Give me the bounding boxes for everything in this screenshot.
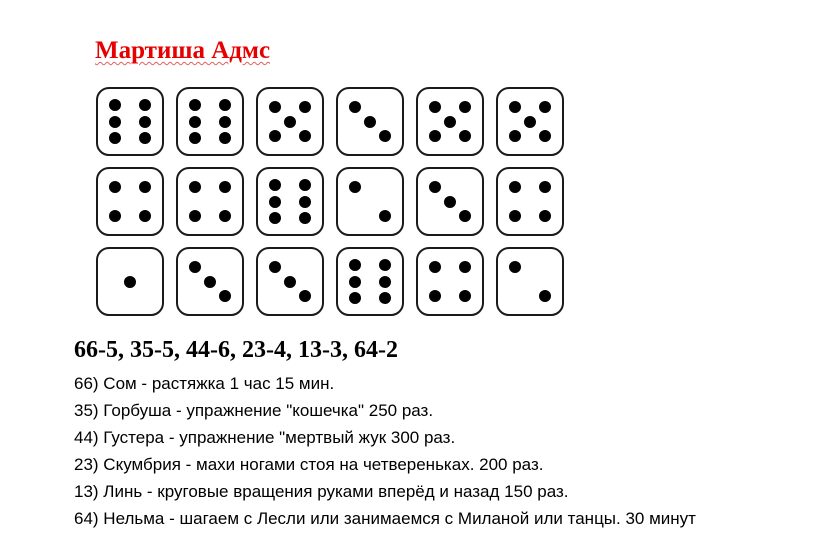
task-item: 35) Горбуша - упражнение "кошечка" 250 раз. bbox=[74, 401, 434, 420]
die-2 bbox=[336, 167, 404, 236]
die-pip bbox=[269, 212, 281, 224]
die-5 bbox=[416, 87, 484, 156]
die-pip bbox=[379, 276, 391, 288]
die-pip bbox=[219, 99, 231, 111]
die-1 bbox=[96, 247, 164, 316]
die-pip bbox=[429, 101, 441, 113]
die-pip bbox=[109, 99, 121, 111]
die-4 bbox=[416, 247, 484, 316]
die-pip bbox=[189, 261, 201, 273]
die-pip bbox=[429, 261, 441, 273]
die-pip bbox=[364, 116, 376, 128]
die-pip bbox=[539, 181, 551, 193]
die-pip bbox=[379, 130, 391, 142]
die-4 bbox=[496, 167, 564, 236]
die-pip bbox=[109, 132, 121, 144]
die-pip bbox=[459, 210, 471, 222]
die-pip bbox=[349, 101, 361, 113]
die-pip bbox=[219, 116, 231, 128]
task-item: 44) Густера - упражнение "мертвый жук 300 раз. bbox=[74, 428, 456, 447]
die-4 bbox=[96, 167, 164, 236]
die-pip bbox=[444, 196, 456, 208]
die-4 bbox=[176, 167, 244, 236]
die-pip bbox=[269, 196, 281, 208]
die-pip bbox=[269, 179, 281, 191]
die-pip bbox=[379, 210, 391, 222]
die-pip bbox=[459, 261, 471, 273]
die-pip bbox=[429, 130, 441, 142]
die-pip bbox=[109, 210, 121, 222]
die-pip bbox=[524, 116, 536, 128]
die-pip bbox=[219, 290, 231, 302]
die-2 bbox=[496, 247, 564, 316]
die-3 bbox=[176, 247, 244, 316]
die-pip bbox=[539, 130, 551, 142]
die-pip bbox=[509, 101, 521, 113]
die-5 bbox=[496, 87, 564, 156]
die-pip bbox=[509, 261, 521, 273]
die-pip bbox=[189, 210, 201, 222]
task-item: 64) Нельма - шагаем с Лесли или занимаемся с Миланой или танцы. 30 минут bbox=[74, 509, 696, 528]
task-item: 23) Скумбрия - махи ногами стоя на четвереньках. 200 раз. bbox=[74, 455, 544, 474]
die-pip bbox=[219, 181, 231, 193]
die-pip bbox=[189, 132, 201, 144]
die-pip bbox=[429, 290, 441, 302]
task-item: 66) Сом - растяжка 1 час 15 мин. bbox=[74, 374, 335, 393]
die-pip bbox=[349, 181, 361, 193]
die-pip bbox=[204, 276, 216, 288]
die-pip bbox=[109, 181, 121, 193]
die-pip bbox=[429, 181, 441, 193]
die-pip bbox=[189, 99, 201, 111]
die-pip bbox=[284, 116, 296, 128]
die-pip bbox=[109, 116, 121, 128]
die-pip bbox=[139, 181, 151, 193]
die-5 bbox=[256, 87, 324, 156]
die-pip bbox=[269, 130, 281, 142]
die-pip bbox=[459, 290, 471, 302]
die-6 bbox=[96, 87, 164, 156]
die-pip bbox=[349, 292, 361, 304]
die-pip bbox=[539, 210, 551, 222]
die-pip bbox=[299, 196, 311, 208]
die-pip bbox=[189, 181, 201, 193]
die-pip bbox=[379, 292, 391, 304]
die-6 bbox=[256, 167, 324, 236]
die-pip bbox=[139, 116, 151, 128]
die-pip bbox=[444, 116, 456, 128]
die-pip bbox=[509, 210, 521, 222]
die-pip bbox=[219, 132, 231, 144]
die-pip bbox=[349, 259, 361, 271]
die-pip bbox=[269, 261, 281, 273]
die-pip bbox=[139, 210, 151, 222]
die-pip bbox=[459, 101, 471, 113]
die-pip bbox=[299, 290, 311, 302]
die-6 bbox=[176, 87, 244, 156]
die-pip bbox=[139, 99, 151, 111]
die-pip bbox=[509, 181, 521, 193]
die-pip bbox=[124, 276, 136, 288]
die-pip bbox=[299, 212, 311, 224]
die-pip bbox=[379, 259, 391, 271]
die-pip bbox=[139, 132, 151, 144]
die-pip bbox=[299, 130, 311, 142]
die-pip bbox=[269, 101, 281, 113]
die-pip bbox=[299, 101, 311, 113]
die-pip bbox=[219, 210, 231, 222]
task-item: 13) Линь - круговые вращения руками вперёд и назад 150 раз. bbox=[74, 482, 569, 501]
die-pip bbox=[509, 130, 521, 142]
dice-grid bbox=[96, 87, 564, 316]
die-3 bbox=[256, 247, 324, 316]
dice-combination-line: 66-5, 35-5, 44-6, 23-4, 13-3, 64-2 bbox=[74, 337, 398, 363]
die-3 bbox=[336, 87, 404, 156]
task-list bbox=[74, 373, 696, 535]
die-3 bbox=[416, 167, 484, 236]
die-pip bbox=[349, 276, 361, 288]
die-pip bbox=[284, 276, 296, 288]
die-pip bbox=[539, 101, 551, 113]
page-title: Мартиша Адмс bbox=[95, 37, 271, 64]
die-pip bbox=[299, 179, 311, 191]
die-pip bbox=[539, 290, 551, 302]
die-6 bbox=[336, 247, 404, 316]
die-pip bbox=[459, 130, 471, 142]
die-pip bbox=[189, 116, 201, 128]
